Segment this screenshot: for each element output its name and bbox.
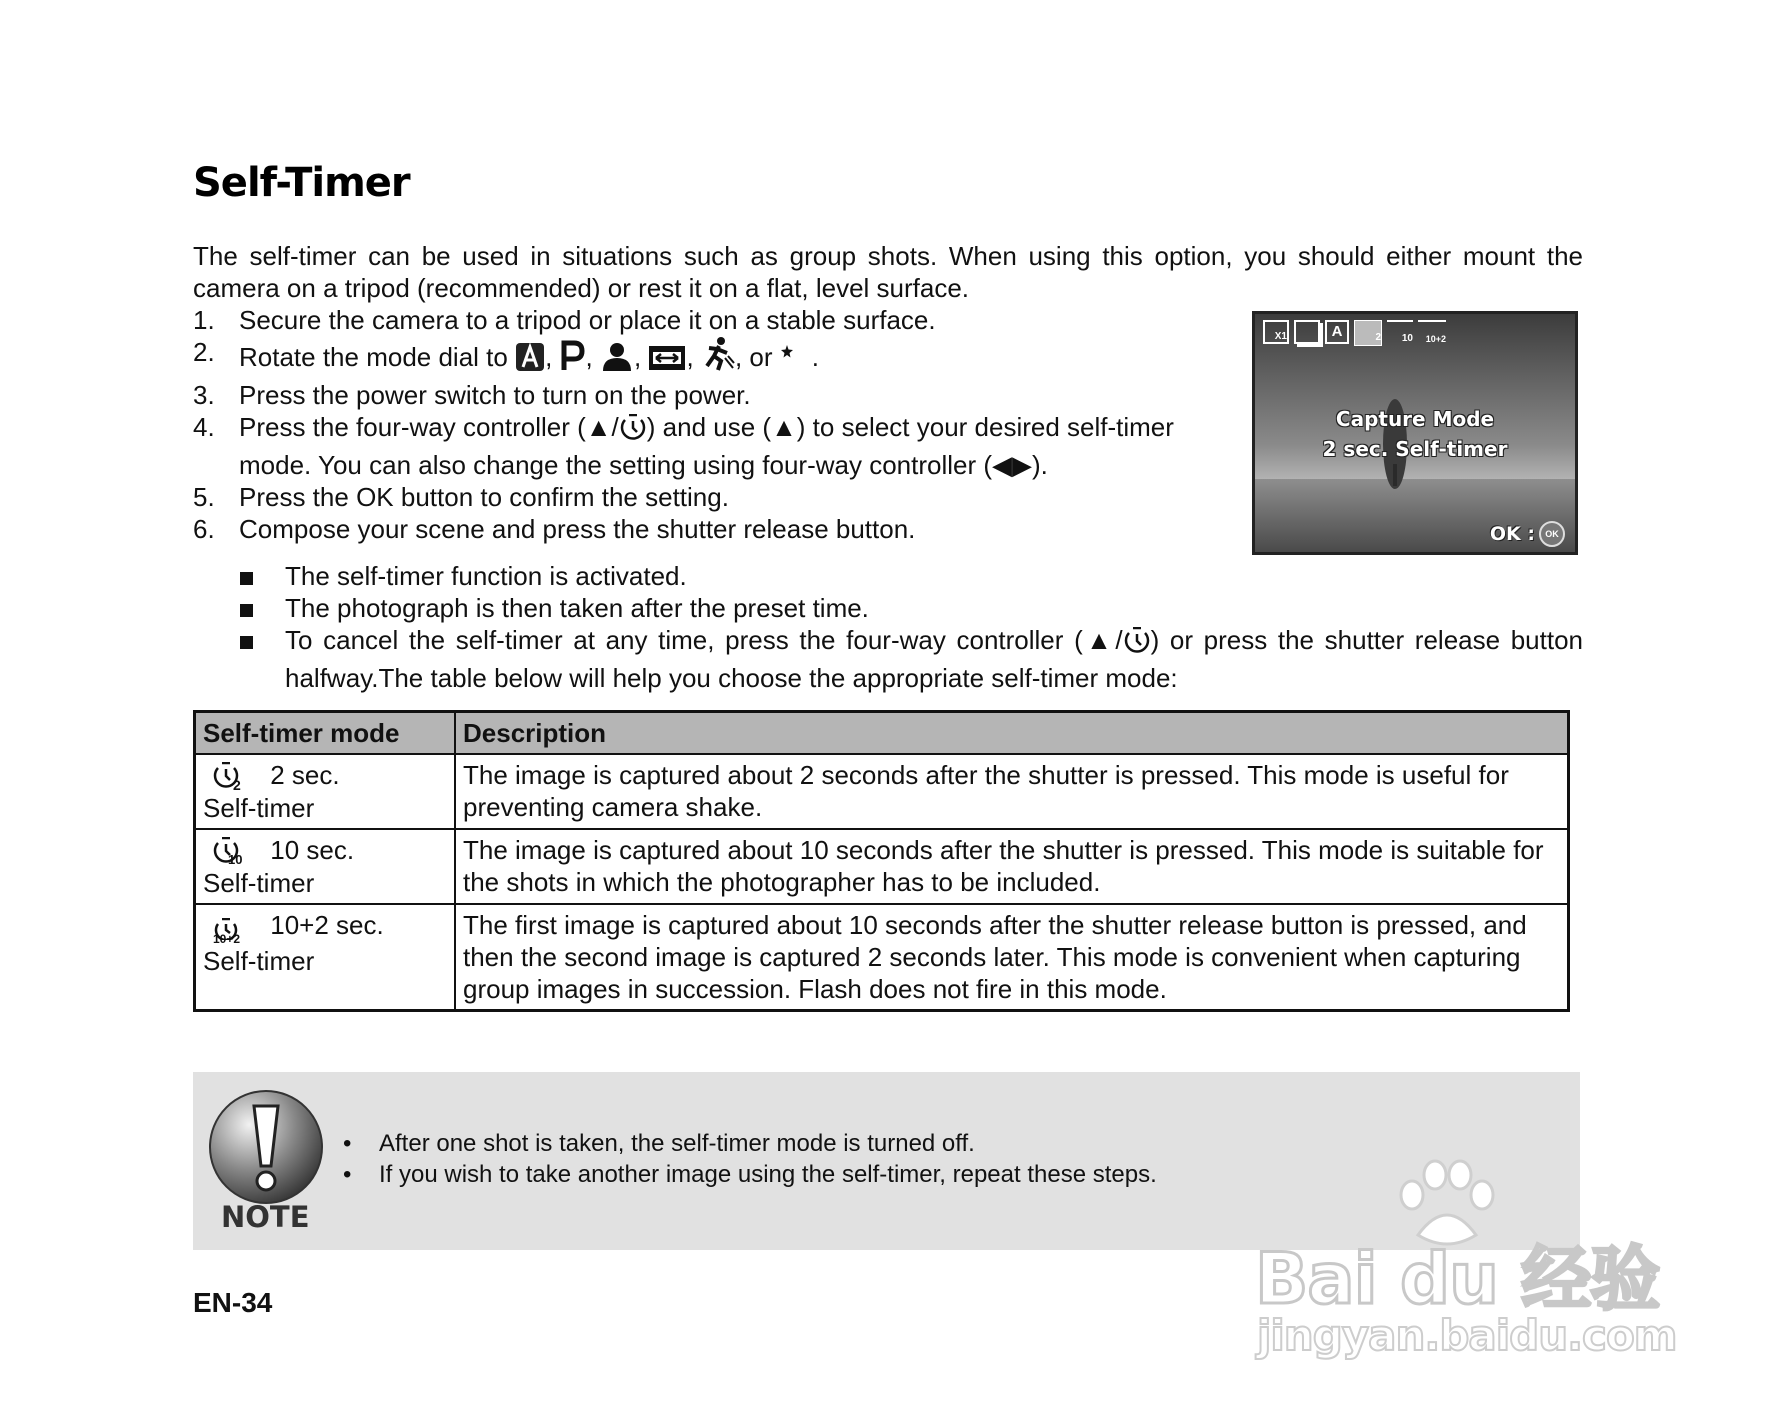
landscape-photo — [1255, 314, 1575, 552]
self-timer-mode-table — [193, 710, 1570, 1012]
note-label: NOTE — [221, 1200, 310, 1234]
table-row — [195, 829, 1569, 904]
note-item: • If you wish to take another image using the self-timer, repeat these steps. — [343, 1161, 1157, 1188]
auto-exposure-icon: A — [1325, 320, 1349, 344]
timer-10s-icon: 10 — [211, 837, 245, 867]
table-header-row — [195, 712, 1569, 755]
bullet-item: The self-timer function is activated. — [240, 560, 1583, 592]
step-6: 6. Compose your scene and press the shutter release button. — [193, 514, 916, 544]
square-bullet-icon — [240, 624, 285, 694]
step-1: 1. Secure the camera to a tripod or place it on a stable surface. — [193, 305, 936, 335]
note-list — [343, 1128, 1157, 1190]
table-row — [195, 754, 1569, 829]
step-5: 5. Press the OK button to confirm the setting. — [193, 482, 729, 512]
step-3: 3. Press the power switch to turn on the power. — [193, 380, 751, 410]
watermark-logo: Bai du 经验 — [1255, 1238, 1660, 1320]
bullet-dot-icon: • — [343, 1130, 352, 1157]
night-mode-icon — [780, 342, 812, 379]
mode-cell: 2 2 sec. Self-timer — [195, 754, 456, 829]
exclamation-icon — [207, 1088, 325, 1206]
lcd-capture-mode-label: Capture Mode — [1335, 407, 1495, 431]
table-row — [195, 904, 1569, 1011]
step-2: 2. Rotate the mode dial to , , , , , or . — [193, 336, 1213, 379]
page-title: Self-Timer — [193, 160, 410, 206]
bullet-item: The photograph is then taken after the preset time. — [240, 592, 1583, 624]
timer-10s-icon: 10 — [1387, 320, 1413, 346]
baidu-watermark — [1255, 1185, 1675, 1365]
timer-2s-icon: 2 — [211, 762, 245, 792]
up-arrow-icon: ▲ — [1082, 625, 1116, 655]
lcd-icon-bar — [1263, 320, 1446, 346]
lcd-self-timer-label: 2 sec. Self-timer — [1322, 437, 1508, 461]
mode-cell: 10 10 sec. Self-timer — [195, 829, 456, 904]
mode-cell: 10+2 10+2 sec. Self-timer — [195, 904, 456, 1011]
bullet-list — [240, 560, 1583, 694]
single-shot-icon: X1 — [1263, 320, 1289, 344]
program-mode-icon — [560, 340, 586, 379]
table-header-description: Description — [455, 712, 1569, 755]
square-bullet-icon — [240, 592, 285, 624]
self-timer-icon — [619, 414, 647, 449]
portrait-mode-icon — [600, 342, 634, 379]
sports-mode-icon — [701, 336, 735, 379]
timer-10-2s-icon: 10+2 — [1418, 320, 1446, 346]
lcd-ok-label: OK : — [1489, 523, 1535, 545]
description-cell: The image is captured about 2 seconds after the shutter is pressed. This mode is useful for preventing camera shake. — [455, 754, 1569, 829]
auto-mode-icon — [515, 342, 545, 379]
self-timer-icon — [1123, 627, 1151, 662]
note-item: • After one shot is taken, the self-timer mode is turned off. — [343, 1130, 975, 1157]
left-right-arrows-icon: ◀▶ — [992, 450, 1033, 480]
step-4: 4. Press the four-way controller (▲/ ) and use (▲) to select your desired self-timer mode. You can also change the setting using four-way controller (◀▶). — [193, 412, 1174, 480]
timer-2s-icon: 2 — [1354, 320, 1382, 346]
timer-10-2s-icon: 10+2 — [211, 915, 245, 945]
description-cell: The first image is captured about 10 seconds after the shutter release button is pressed, and then the second image is captured 2 seconds later. This mode is convenient when capturing group images in succession. Flash does not fire in this mode. — [455, 904, 1569, 1011]
bullet-item: To cancel the self-timer at any time, press the four-way controller (▲/ ) or press the shutter release button halfway.The table below will help you choose the appropriate self-timer mode: — [240, 624, 1583, 694]
intro-paragraph: The self-timer can be used in situations such as group shots. When using this option, you should either mount the camera on a tripod (recommended) or rest it on a flat, level surface. — [193, 241, 1583, 303]
bullet-dot-icon: • — [343, 1161, 352, 1188]
lcd-ok-button-icon: OK — [1539, 521, 1565, 547]
panorama-mode-icon — [648, 344, 686, 379]
up-arrow-icon: ▲ — [771, 412, 797, 442]
ok-button-label: OK — [356, 482, 394, 512]
steps-list — [193, 304, 1213, 545]
camera-lcd-screenshot — [1252, 311, 1578, 555]
watermark-url: jingyan.baidu.com — [1257, 1311, 1677, 1360]
page-number: EN-34 — [193, 1287, 273, 1318]
up-arrow-icon: ▲ — [585, 412, 612, 442]
square-bullet-icon — [240, 560, 285, 592]
table-header-mode: Self-timer mode — [195, 712, 456, 755]
description-cell: The image is captured about 10 seconds after the shutter is pressed. This mode is suitable for the shots in which the photographer has to be included. — [455, 829, 1569, 904]
continuous-icon — [1294, 320, 1320, 344]
